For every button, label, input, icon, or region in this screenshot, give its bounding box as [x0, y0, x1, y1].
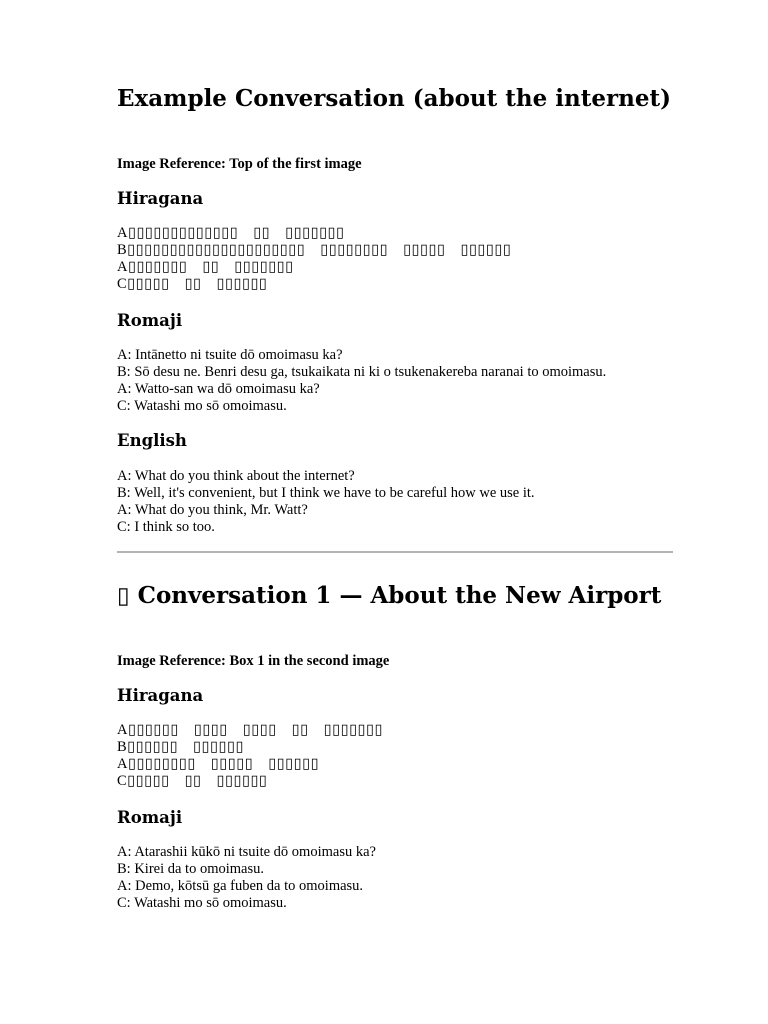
dialogue-line: A: Watto-san wa dō omoimasu ka? [117, 381, 320, 397]
dialogue-line: A: Atarashii kūkō ni tsuite dō omoimasu ka? [117, 844, 376, 860]
dialogue-line: A: Demo, kōtsū ga fuben da to omoimasu. [117, 878, 364, 894]
dialogue-line: A: What do you think about the internet? [117, 468, 355, 484]
section2-image-reference: Image Reference: Box 1 in the second image [117, 653, 390, 669]
section1-english-lines [117, 468, 673, 536]
dialogue-line: B▯▯▯▯▯▯▯▯▯▯▯▯▯▯▯▯▯▯▯▯▯ ▯▯▯▯▯▯▯▯ ▯▯▯▯▯ ▯▯▯▯▯▯ [117, 242, 512, 258]
dialogue-line: A▯▯▯▯▯▯▯▯▯▯▯▯▯ ▯▯ ▯▯▯▯▯▯▯ [117, 225, 345, 241]
section2-hiragana-lines [117, 722, 673, 790]
section1-title: Example Conversation (about the internet) [117, 85, 671, 112]
section1-romaji-lines [117, 347, 673, 415]
dialogue-line: B: Well, it's convenient, but I think we have to be careful how we use it. [117, 485, 535, 501]
section2-romaji-lines [117, 844, 673, 912]
section1-image-reference: Image Reference: Top of the first image [117, 156, 362, 172]
section1-hiragana-lines [117, 225, 673, 293]
dialogue-line: B: Kirei da to omoimasu. [117, 861, 264, 877]
section-divider [117, 551, 673, 553]
dialogue-line: C▯▯▯▯▯ ▯▯ ▯▯▯▯▯▯ [117, 773, 268, 789]
section2-romaji-heading: Romaji [117, 808, 183, 827]
dialogue-line: B▯▯▯▯▯▯ ▯▯▯▯▯▯ [117, 739, 244, 755]
dialogue-line: A▯▯▯▯▯▯ ▯▯▯▯ ▯▯▯▯ ▯▯ ▯▯▯▯▯▯▯ [117, 722, 383, 738]
section1-hiragana-heading: Hiragana [117, 189, 204, 208]
section2-title: ▯ Conversation 1 — About the New Airport [117, 582, 662, 609]
section2-hiragana-heading: Hiragana [117, 686, 204, 705]
dialogue-line: C: Watashi mo sō omoimasu. [117, 398, 287, 414]
dialogue-line: C: I think so too. [117, 519, 215, 535]
dialogue-line: A▯▯▯▯▯▯▯▯ ▯▯▯▯▯ ▯▯▯▯▯▯ [117, 756, 320, 772]
dialogue-line: C▯▯▯▯▯ ▯▯ ▯▯▯▯▯▯ [117, 276, 268, 292]
dialogue-line: A: Intānetto ni tsuite dō omoimasu ka? [117, 347, 343, 363]
dialogue-line: B: Sō desu ne. Benri desu ga, tsukaikata ni ki o tsukenakereba naranai to omoimasu. [117, 364, 607, 380]
dialogue-line: C: Watashi mo sō omoimasu. [117, 895, 287, 911]
dialogue-line: A▯▯▯▯▯▯▯ ▯▯ ▯▯▯▯▯▯▯ [117, 259, 294, 275]
section1-english-heading: English [117, 431, 187, 450]
dialogue-line: A: What do you think, Mr. Watt? [117, 502, 308, 518]
section1-romaji-heading: Romaji [117, 311, 183, 330]
